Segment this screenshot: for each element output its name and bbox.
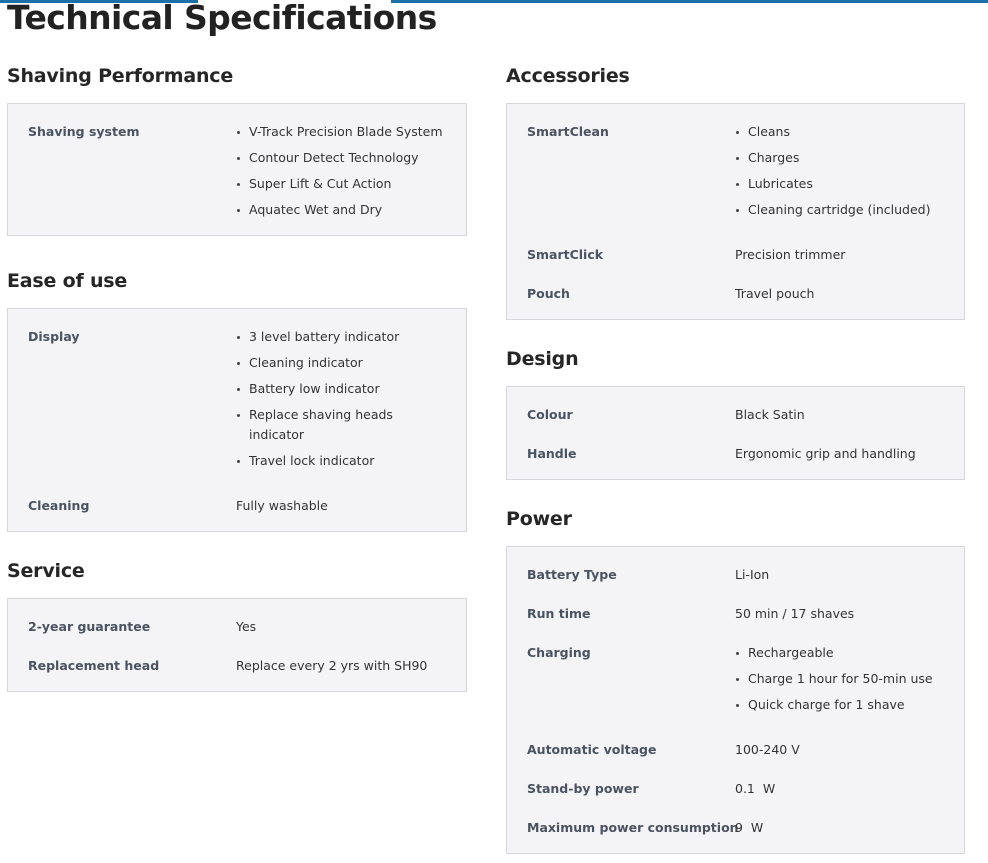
spec-row-smartclean: [507, 115, 964, 226]
spec-value: [735, 643, 964, 715]
spec-value: [735, 122, 964, 220]
spec-row-replacement-head: [8, 643, 466, 682]
spec-label: Display: [28, 329, 80, 344]
bullet-list: [735, 643, 952, 715]
bullet-item: Rechargeable: [735, 643, 952, 663]
spec-row-colour: [507, 398, 964, 431]
bullet-item: V-Track Precision Blade System: [236, 122, 454, 142]
spec-value: 0.1 W: [735, 781, 776, 796]
bullet-item: Cleans: [735, 122, 952, 142]
spec-row-battery-type: [507, 558, 964, 591]
top-accent-rule-right: [391, 0, 988, 3]
bullet-list: [236, 327, 406, 471]
spec-label: Shaving system: [28, 124, 140, 139]
spec-value: 100-240 V: [735, 742, 800, 757]
spec-label: Cleaning: [28, 498, 90, 513]
section-accessories: [506, 62, 965, 320]
bullet-item: Quick charge for 1 shave: [735, 695, 952, 715]
spec-label: SmartClean: [527, 124, 609, 139]
spec-label: Colour: [527, 407, 573, 422]
spec-box: [7, 103, 467, 236]
spec-value: Black Satin: [735, 407, 805, 422]
section-title: Shaving Performance: [7, 65, 234, 87]
spec-label: Replacement head: [28, 658, 160, 673]
spec-box: [506, 103, 965, 320]
section-service: [7, 557, 467, 692]
spec-value: Replace every 2 yrs with SH90: [236, 658, 428, 673]
bullet-item: Charge 1 hour for 50-min use: [735, 669, 952, 689]
spec-label: Handle: [527, 446, 577, 461]
bullet-item: 3 level battery indicator: [236, 327, 406, 347]
spec-value: 9 W: [735, 820, 764, 835]
left-column: [7, 62, 467, 692]
section-title: Ease of use: [7, 270, 128, 292]
bullet-item: Aquatec Wet and Dry: [236, 200, 454, 220]
bullet-item: Charges: [735, 148, 952, 168]
spec-box: [506, 546, 965, 854]
bullet-list: [735, 122, 952, 220]
spec-row-standby-power: [507, 766, 964, 805]
spec-value: Li-Ion: [735, 567, 770, 582]
spec-row-automatic-voltage: [507, 721, 964, 766]
spec-label: SmartClick: [527, 247, 604, 262]
spec-value: Yes: [236, 619, 257, 634]
spec-row-cleaning: [8, 477, 466, 522]
bullet-item: Travel lock indicator: [236, 451, 406, 471]
spec-value: Travel pouch: [735, 286, 815, 301]
spec-box: [506, 386, 965, 480]
spec-label: Pouch: [527, 286, 570, 301]
spec-value: [236, 327, 466, 471]
section-title: Accessories: [506, 65, 630, 87]
spec-label: 2-year guarantee: [28, 619, 151, 634]
spec-row-display: [8, 320, 466, 477]
bullet-list: [236, 122, 454, 220]
section-shaving-performance: [7, 62, 467, 242]
spec-value: Precision trimmer: [735, 247, 846, 262]
spec-value: Ergonomic grip and handling: [735, 446, 916, 461]
section-design: [506, 345, 965, 480]
spec-label: Stand-by power: [527, 781, 639, 796]
spec-row-smartclick: [507, 226, 964, 271]
section-title: Design: [506, 348, 579, 370]
spec-label: Battery Type: [527, 567, 617, 582]
section-title: Service: [7, 560, 85, 582]
bullet-item: Cleaning cartridge (included): [735, 200, 952, 220]
spec-value: Fully washable: [236, 498, 328, 513]
spec-value: 50 min / 17 shaves: [735, 606, 855, 621]
spec-value: [236, 122, 466, 220]
spec-row-guarantee: [8, 610, 466, 643]
bullet-item: Contour Detect Technology: [236, 148, 454, 168]
bullet-item: Super Lift & Cut Action: [236, 174, 454, 194]
spec-box: [7, 598, 467, 692]
bullet-item: Battery low indicator: [236, 379, 406, 399]
right-column: [506, 62, 965, 854]
page-title: Technical Specifications: [7, 0, 437, 37]
spec-row-charging: [507, 630, 964, 721]
spec-row-run-time: [507, 591, 964, 630]
spec-row-handle: [507, 431, 964, 470]
spec-box: [7, 308, 467, 532]
spec-label: Run time: [527, 606, 591, 621]
bullet-item: Replace shaving heads indicator: [236, 405, 406, 445]
section-power: [506, 505, 965, 854]
section-title: Power: [506, 508, 572, 530]
spec-row-shaving-system: [8, 115, 466, 226]
spec-row-max-power: [507, 805, 964, 844]
bullet-item: Cleaning indicator: [236, 353, 406, 373]
section-ease-of-use: [7, 267, 467, 532]
spec-row-pouch: [507, 271, 964, 310]
bullet-item: Lubricates: [735, 174, 952, 194]
spec-label: Charging: [527, 645, 591, 660]
spec-label: Maximum power consumption: [527, 820, 739, 835]
spec-label: Automatic voltage: [527, 742, 657, 757]
